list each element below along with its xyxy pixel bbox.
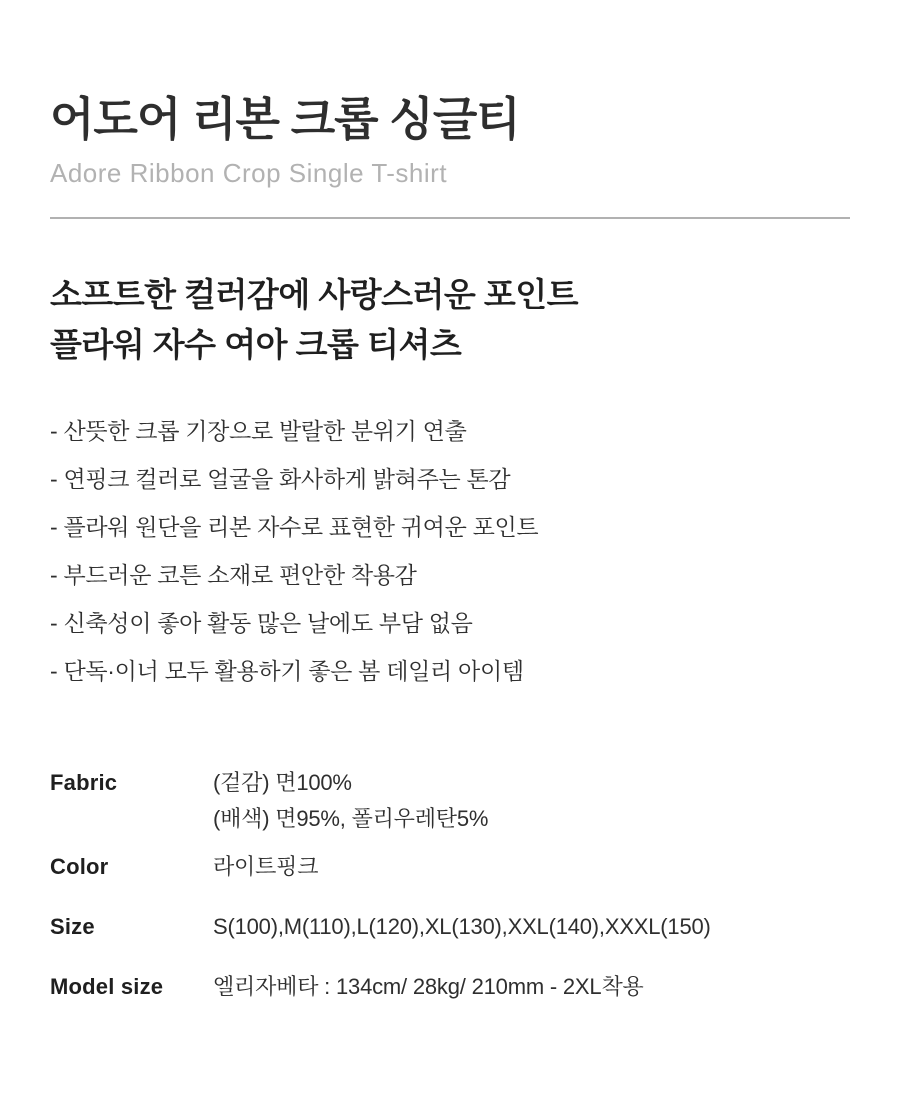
feature-item: - 신축성이 좋아 활동 많은 날에도 부담 없음 — [50, 609, 473, 636]
product-headline — [50, 270, 850, 370]
feature-list — [50, 407, 850, 695]
feature-item: - 산뜻한 크롭 기장으로 발랄한 분위기 연출 — [50, 417, 467, 444]
spec-table — [50, 765, 850, 1005]
spec-label-color: Color — [50, 853, 109, 879]
spec-value-color — [213, 849, 850, 885]
spec-value-line: (겉감) 면100% — [213, 769, 352, 795]
spec-row-size — [50, 909, 850, 945]
spec-row-model-size — [50, 969, 850, 1005]
spec-value-line: 라이트핑크 — [213, 853, 319, 879]
spec-label-fabric: Fabric — [50, 769, 118, 795]
spec-label-size: Size — [50, 913, 95, 939]
headline-line-1: 소프트한 컬러감에 사랑스러운 포인트 — [50, 275, 579, 313]
spec-value-line: S(100),M(110),L(120),XL(130),XXL(140),XXXL(150) — [213, 913, 711, 939]
spec-row-color — [50, 849, 850, 885]
feature-item: - 플라워 원단을 리본 자수로 표현한 귀여운 포인트 — [50, 513, 539, 540]
page-title: 어도어 리본 크롭 싱글티 — [50, 93, 520, 145]
spec-value-line: 엘리자베타 : 134cm/ 28kg/ 210mm - 2XL착용 — [213, 973, 644, 999]
feature-item: - 부드러운 코튼 소재로 편안한 착용감 — [50, 561, 417, 588]
divider — [50, 217, 850, 219]
spec-row-fabric — [50, 765, 850, 837]
feature-item: - 단독·이너 모두 활용하기 좋은 봄 데일리 아이템 — [50, 657, 524, 684]
feature-item: - 연핑크 컬러로 얼굴을 화사하게 밝혀주는 톤감 — [50, 465, 511, 492]
spec-label-model-size: Model size — [50, 973, 164, 999]
spec-value-model-size — [213, 969, 850, 1005]
spec-value-fabric — [213, 765, 850, 837]
page-subtitle: Adore Ribbon Crop Single T-shirt — [50, 157, 448, 188]
spec-value-size — [213, 909, 850, 945]
headline-line-2: 플라워 자수 여아 크롭 티셔츠 — [50, 325, 462, 363]
spec-value-line: (배색) 면95%, 폴리우레탄5% — [213, 805, 489, 831]
